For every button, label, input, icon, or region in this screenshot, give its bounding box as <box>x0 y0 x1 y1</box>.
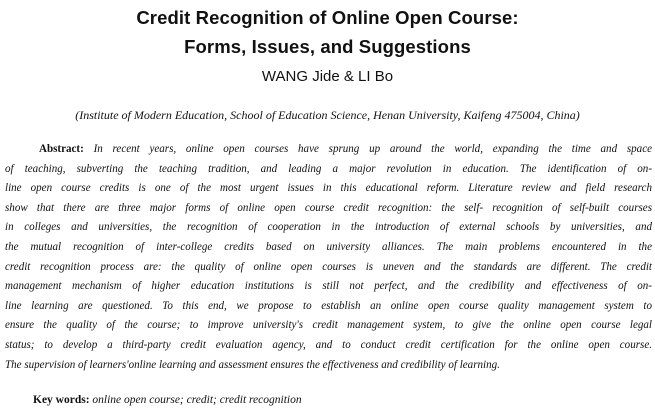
paper-title-line2: Forms, Issues, and Suggestions <box>184 36 471 57</box>
abstract-line: line learning are questioned. To this end, we propose to establish an online open course quality management system to <box>5 299 652 312</box>
abstract-line: management mechanism of higher education institutions is still not perfect, and the credibility and effectiveness of on- <box>5 280 652 293</box>
paper-title-line1: Credit Recognition of Online Open Course: <box>136 7 519 28</box>
abstract-text: In recent years, online open courses have sprung up around the world, expanding the time and space <box>93 143 653 155</box>
abstract-line <box>5 140 652 160</box>
author-names: WANG Jide & LI Bo <box>261 68 394 85</box>
keywords-value: online open course; credit; credit recognition <box>89 394 302 406</box>
keywords-label: Key words: <box>33 394 90 406</box>
abstract-line: show that there are three major forms of online open course credit recognition: the self- recognition of self-built courses <box>5 201 652 214</box>
abstract-line: the mutual recognition of inter-college credits based on university alliances. The main problems encountered in the <box>5 240 652 253</box>
keywords-line <box>33 392 302 409</box>
abstract-line: ensure the quality of the course; to improve university's credit management system, to give the online open course legal <box>5 319 652 332</box>
abstract-line: credit recognition process are: the quality of online open courses is uneven and the standards are different. The credit <box>5 260 652 273</box>
abstract-line: line open course credits is one of the most urgent issues in this educational reform. Literature review and field research <box>5 182 652 195</box>
abstract-line: in colleges and universities, the recognition of cooperation in the introduction of external schools by universities, and <box>5 221 652 234</box>
abstract-block <box>5 140 652 375</box>
abstract-line: status; to develop a third-party credit evaluation agency, and to conduct credit certification for the online open course. <box>5 338 652 351</box>
abstract-line: of teaching, subverting the teaching tradition, and leading a major revolution in education. The identification of on- <box>5 162 652 175</box>
abstract-line: The supervision of learners'online learning and assessment ensures the effectiveness and credibility of learning. <box>5 358 500 371</box>
author-affiliation: (Institute of Modern Education, School of Education Science, Henan University, Kaifeng 475004, China) <box>75 108 580 122</box>
abstract-label: Abstract: <box>39 143 84 155</box>
